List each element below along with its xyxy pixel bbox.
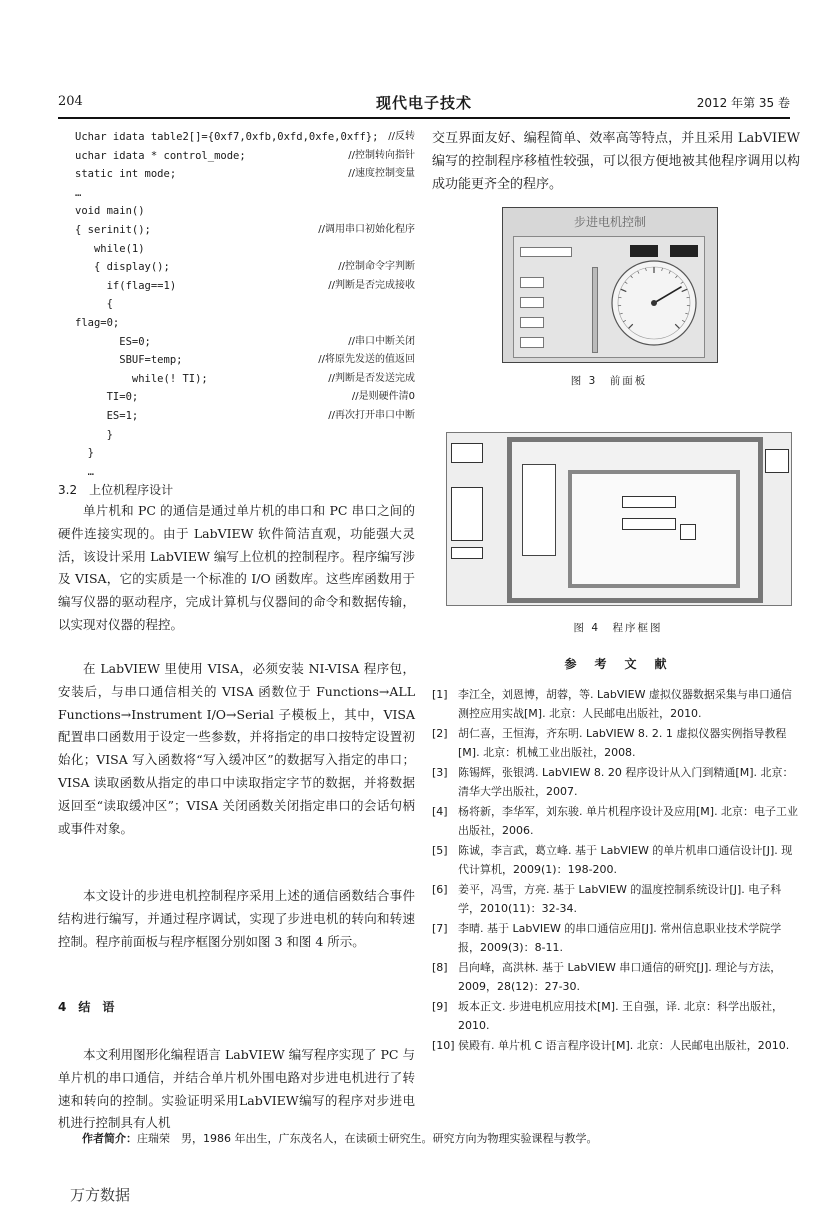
code-text: flag=0; [75,316,120,329]
code-text: static int mode; [75,168,177,181]
code-text: void main() [75,205,145,218]
header-rule [58,117,790,119]
code-line [75,463,415,482]
paragraph: 在 LabVIEW 里使用 VISA，必须安装 NI-VISA 程序包，安装后，与串口通信相关的 VISA 函数位于 Functions→ALL Functions→Instrument I/O→Serial 子模板上，其中，VISA 配置串口函数用于设定一些参数，并将指定的串口按特定设置初始化；VISA 写入函数将“写入缓冲区”的数据写入指定的串口；VISA 读取函数从指定的串口中读取指定字节的数据，并将数据返回至“读取缓冲区”；VISA 关闭函数关闭指定串口的会话句柄或事件对象。 [58,661,415,836]
reference-number: [6] [432,883,448,896]
figure-4-caption: 图 4 程序框图 [573,622,663,634]
reference-text: 李江全，刘恩博，胡蓉，等. LabVIEW 虚拟仪器数据采集与串口通信测控应用实战[M]. 北京：人民邮电出版社，2010. [458,688,792,720]
panel-button [520,297,544,308]
panel-area [513,236,705,358]
page-header [58,92,790,114]
paragraph: 本文利用图形化编程语言 LabVIEW 编写程序实现了 PC 与单片机的串口通信，并结合单片机外围电路对步进电机进行了转速和转向的控制。实验证明采用LabVIEW编写的程序对步进电机进行控制具有人机 [58,1047,415,1131]
reference-text: 胡仁喜，王恒海，齐东明. LabVIEW 8. 2. 1 虚拟仪器实例指导教程[M]. 北京：机械工业出版社，2008. [458,727,787,759]
panel-button [520,317,544,328]
journal-title: 现代电子技术 [375,94,472,112]
code-line [75,147,415,166]
code-comment: //串口中断关闭 [348,335,415,347]
paragraph: 单片机和 PC 的通信是通过单片机的串口和 PC 串口之间的硬件连接实现的。由于 LabVIEW 软件简洁直观，功能强大灵活，该设计采用 LabVIEW 编写上位机的控制程序。程序编写涉及 VISA，它的实质是一个标准的 I/O 函数库。这些库函数用于编写仪器的驱动程序，完成计算机与仪器间的命令和数据传输，以实现对仪器的程控。 [58,503,415,632]
reference-item [432,920,802,957]
reference-number: [2] [432,727,448,740]
reference-item [432,998,802,1035]
code-text: { display(); [75,261,170,274]
code-line [75,221,415,240]
author-label: 作者简介： [82,1132,137,1145]
figure-4-block-diagram [446,432,792,606]
panel-button [520,277,544,288]
reference-number: [5] [432,844,448,857]
code-comment: //调用串口初始化程序 [318,223,415,235]
code-line [75,444,415,463]
code-line [75,184,415,203]
paragraph: 本文设计的步进电机控制程序采用上述的通信函数结合事件结构进行编写，并通过程序调试，实现了步进电机的转向和转速控制。程序前面板与程序框图分别如图 3 和图 4 所示。 [58,888,415,949]
code-text: while(1) [75,242,145,255]
code-text: } [75,447,94,460]
button-group [520,277,568,353]
reference-number: [3] [432,766,448,779]
diagram-node [622,518,676,530]
diagram-node-group [451,487,483,541]
reference-item [432,1037,802,1056]
code-listing [75,128,415,481]
code-comment: //判断是否发送完成 [328,372,415,384]
figure-3-caption: 图 3 前面板 [570,375,648,387]
reference-text: 陈锡辉，张银鸿. LabVIEW 8. 20 程序设计从入门到精通[M]. 北京：清华大学出版社，2007. [458,766,794,798]
references-title: 参 考 文 献 [564,657,670,671]
while-loop [507,437,763,603]
code-line [75,165,415,184]
serial-port-selector [520,247,572,257]
reference-item [432,725,802,762]
page-number: 204 [58,94,83,109]
code-line [75,240,415,259]
code-comment: //判断是否完成接收 [328,279,415,291]
code-comment: //控制转向指针 [348,149,415,161]
speed-slider [592,267,598,353]
reference-item [432,686,802,723]
speed-gauge [610,259,698,347]
code-text: Uchar idata table2[]={0xf7,0xfb,0xfd,0xfe,0xff}; [75,131,379,143]
diagram-node [622,496,676,508]
reference-number: [10] [432,1039,455,1052]
code-text: { [75,298,113,311]
visa-close-node [765,449,789,473]
code-text: SBUF=temp; [75,354,183,367]
code-line [75,407,415,426]
diagram-node [451,547,483,559]
reference-item [432,959,802,996]
reference-number: [1] [432,688,448,701]
reference-number: [7] [432,922,448,935]
panel-button [520,337,544,348]
code-line [75,314,415,333]
code-line [75,258,415,277]
author-text: 庄瑞荣 男，1986 年出生，广东茂名人，在读硕士研究生。研究方向为物理实验课程与教学。 [137,1132,598,1145]
code-text: TI=0; [75,391,139,404]
reference-number: [9] [432,1000,448,1013]
code-text: while(! TI); [75,372,208,385]
code-text: { serinit(); [75,223,151,236]
code-line [75,388,415,407]
code-line [75,202,415,221]
code-text: ES=0; [75,335,151,348]
code-line [75,277,415,296]
reference-text: 姜平，冯雪，方亮. 基于 LabVIEW 的温度控制系统设计[J]. 电子科学，2010(11)：32-34. [458,883,782,915]
event-structure [568,470,740,588]
code-text: … [75,186,82,199]
reference-text: 陈诚，李言武，葛立峰. 基于 LabVIEW 的单片机串口通信设计[J]. 现代计算机，2009(1)：198-200. [458,844,793,876]
reference-item [432,803,802,840]
reference-item [432,842,802,879]
code-line [75,370,415,389]
code-line [75,426,415,445]
code-line [75,295,415,314]
code-line [75,128,415,147]
code-comment: //将原先发送的值返回 [318,354,415,366]
reference-text: 李晴. 基于 LabVIEW 的串口通信应用[J]. 常州信息职业技术学院学报，2009(3)：8-11. [458,922,782,954]
code-line [75,351,415,370]
section-heading-4: 4 结 语 [58,1000,115,1014]
section-heading-3-2: 3.2 上位机程序设计 [58,483,174,497]
code-text: uchar idata * control_mode; [75,149,246,162]
diagram-node [451,443,483,463]
code-comment: //控制命令字判断 [338,261,415,273]
issue-info: 2012 年第 35 卷 [696,96,790,110]
indicator-display [630,245,658,257]
reference-item [432,881,802,918]
enum-list [522,464,556,556]
reference-list [432,686,802,1058]
reference-text: 侯殿有. 单片机 C 语言程序设计[M]. 北京：人民邮电出版社，2010. [458,1039,790,1052]
code-line [75,333,415,352]
watermark: 万方数据 [70,1186,131,1204]
reference-text: 吕向峰，高洪林. 基于 LabVIEW 串口通信的研究[J]. 理论与方法，2009，28(12)：27-30. [458,961,782,993]
code-comment: //是则硬件清0 [351,391,415,403]
code-text: if(flag==1) [75,279,177,292]
reference-text: 杨将新，李华军，刘东骏. 单片机程序设计及应用[M]. 北京：电子工业出版社，2006. [458,805,799,837]
reference-number: [8] [432,961,448,974]
paragraph: 交互界面友好、编程简单、效率高等特点，并且采用 LabVIEW 编写的控制程序移植性较强，可以很方便地被其他程序调用以构成功能更齐全的程序。 [432,131,800,192]
code-text: } [75,428,113,441]
author-bio [82,1130,802,1146]
indicator-display [670,245,698,257]
figure-3-front-panel [502,207,718,363]
code-comment: //反转 [388,131,415,142]
code-text: … [75,465,94,478]
code-comment: //速度控制变量 [348,168,415,180]
code-text: ES=1; [75,409,139,422]
code-comment: //再次打开串口中断 [328,409,415,421]
reference-number: [4] [432,805,448,818]
diagram-node [680,524,696,540]
reference-text: 坂本正文. 步进电机应用技术[M]. 王自强，译. 北京：科学出版社，2010. [458,1000,784,1032]
reference-item [432,764,802,801]
panel-title: 步进电机控制 [573,215,646,229]
